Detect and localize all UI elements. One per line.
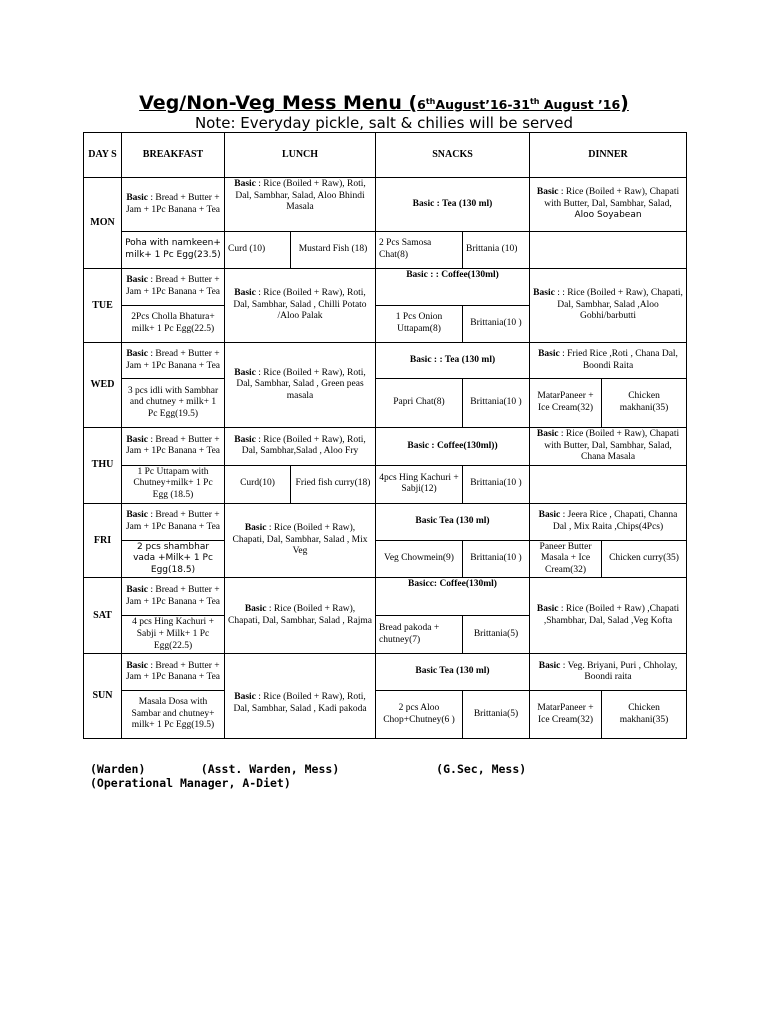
lunch-nonveg: Fried fish curry(18): [291, 465, 376, 503]
snacks-other: Brittania(10 ): [463, 306, 530, 343]
dinner-special: [530, 465, 687, 503]
table-row: [84, 379, 687, 428]
dinner-basic: Basic : Rice (Boiled + Raw) ,Chapati ,Shambhar, Dal, Salad ,Veg Kofta: [530, 578, 687, 654]
signature-line-1: (Warden) (Asst. Warden, Mess) (G.Sec, Mess): [90, 762, 527, 776]
snacks-other: Brittania(10 ): [463, 465, 530, 503]
header-row: [84, 133, 687, 178]
dinner-basic: Basic : Veg. Briyani, Puri , Chholay, Boondi raita: [530, 654, 687, 691]
signature-line-2: (Operational Manager, A-Diet): [90, 776, 291, 790]
snacks-basic: Basicc: Coffee(130ml): [376, 578, 530, 616]
lunch-basic: Basic : Rice (Boiled + Raw), Chapati, Dal, Sambhar, Salad , Mix Veg: [225, 503, 376, 578]
snacks-basic: Basic : : Coffee(130ml): [376, 269, 530, 306]
snacks-veg: Veg Chowmein(9): [376, 540, 463, 578]
table-row: [84, 465, 687, 503]
table-row: [84, 540, 687, 578]
day-cell: SAT: [84, 578, 122, 654]
day-cell: WED: [84, 343, 122, 428]
table-row: [84, 503, 687, 540]
lunch-basic: Basic : Rice (Boiled + Raw), Roti, Dal, Sambhar, Salad , Chilli Potato /Aloo Palak: [225, 269, 376, 343]
snacks-veg: 4pcs Hing Kachuri + Sabji(12): [376, 465, 463, 503]
day-cell: SUN: [84, 654, 122, 739]
dinner-veg: MatarPaneer + Ice Cream(32): [530, 379, 602, 428]
dinner-veg: MatarPaneer + Ice Cream(32): [530, 691, 602, 739]
snacks-other: Brittania(10 ): [463, 540, 530, 578]
breakfast-basic: Basic : Bread + Butter + Jam + 1Pc Banana + Tea: [122, 654, 225, 691]
breakfast-special: 3 pcs idli with Sambhar and chutney + milk+ 1 Pc Egg(19.5): [122, 379, 225, 428]
breakfast-basic: Basic : Bread + Butter + Jam + 1Pc Banana + Tea: [122, 343, 225, 379]
breakfast-special: 2Pcs Cholla Bhatura+ milk+ 1 Pc Egg(22.5): [122, 306, 225, 343]
breakfast-special: Masala Dosa with Sambar and chutney+ milk+ 1 Pc Egg(19.5): [122, 691, 225, 739]
snacks-other: Brittania (10): [463, 232, 530, 269]
day-cell: THU: [84, 428, 122, 504]
snacks-veg: Papri Chat(8): [376, 379, 463, 428]
breakfast-basic: Basic : Bread + Butter + Jam + 1Pc Banana + Tea: [122, 269, 225, 306]
dinner-nonveg: Chicken makhani(35): [602, 379, 687, 428]
dinner-veg: Paneer Butter Masala + Ice Cream(32): [530, 540, 602, 578]
table-row: [84, 178, 687, 232]
breakfast-basic: Basic : Bread + Butter + Jam + 1Pc Banana + Tea: [122, 578, 225, 616]
header-lunch: LUNCH: [225, 133, 376, 178]
lunch-basic: Basic : Rice (Boiled + Raw), Roti, Dal, Sambhar,Salad , Aloo Fry: [225, 428, 376, 466]
note-text: Note: Everyday pickle, salt & chilies will be served: [194, 114, 574, 132]
snacks-basic: Basic : : Tea (130 ml): [376, 343, 530, 379]
table-row: [84, 691, 687, 739]
dinner-basic: Basic : : Rice (Boiled + Raw), Chapati, Dal, Sambhar, Salad ,Aloo Gobhi/barbutti: [530, 269, 687, 343]
snacks-veg: Bread pakoda + chutney(7): [376, 616, 463, 654]
day-cell: TUE: [84, 269, 122, 343]
title-text: Veg/Non-Veg Mess Menu (: [139, 92, 418, 114]
snacks-basic: Basic Tea (130 ml): [376, 654, 530, 691]
table-row: [84, 232, 687, 269]
table-row: [84, 654, 687, 691]
table-row: [84, 269, 687, 306]
snacks-other: Brittania(5): [463, 691, 530, 739]
lunch-basic: Basic : Rice (Boiled + Raw), Roti, Dal, Sambhar, Salad , Green peas masala: [225, 343, 376, 428]
dinner-basic: Basic : Rice (Boiled + Raw), Chapati with Butter, Dal, Sambhar, Salad, Aloo Soyabean: [530, 178, 687, 232]
lunch-basic: Basic : Rice (Boiled + Raw), Chapati, Dal, Sambhar, Salad , Rajma: [225, 578, 376, 654]
day-cell: MON: [84, 178, 122, 269]
lunch-basic: Basic : Rice (Boiled + Raw), Roti, Dal, Sambhar, Salad , Kadi pakoda: [225, 654, 376, 739]
snacks-veg: 1 Pcs Onion Uttapam(8): [376, 306, 463, 343]
breakfast-basic: Basic : Bread + Butter + Jam + 1Pc Banana + Tea: [122, 503, 225, 540]
breakfast-basic: Basic : Bread + Butter + Jam + 1Pc Banana + Tea: [122, 428, 225, 466]
day-cell: FRI: [84, 503, 122, 578]
snacks-veg: 2 Pcs Samosa Chat(8): [376, 232, 463, 269]
dinner-special: [530, 232, 687, 269]
lunch-nonveg: Mustard Fish (18): [291, 232, 376, 269]
table-row: [84, 428, 687, 466]
lunch-veg: Curd(10): [225, 465, 291, 503]
lunch-basic: Basic : Rice (Boiled + Raw), Roti, Dal, Sambhar, Salad, Aloo Bhindi Masala: [225, 178, 376, 232]
dinner-nonveg: Chicken curry(35): [602, 540, 687, 578]
snacks-basic: Basic : Tea (130 ml): [376, 178, 530, 232]
header-dinner: DINNER: [530, 133, 687, 178]
snacks-basic: Basic Tea (130 ml): [376, 503, 530, 540]
breakfast-special: Poha with namkeen+ milk+ 1 Pc Egg(23.5): [122, 232, 225, 269]
lunch-veg: Curd (10): [225, 232, 291, 269]
breakfast-special: 1 Pc Uttapam with Chutney+milk+ 1 Pc Egg (18.5): [122, 465, 225, 503]
snacks-other: Brittania(5): [463, 616, 530, 654]
dinner-basic: Basic : Rice (Boiled + Raw), Chapati with Butter, Dal, Sambhar, Salad, Chana Masala: [530, 428, 687, 466]
header-breakfast: BREAKFAST: [122, 133, 225, 178]
page-title: Veg/Non-Veg Mess Menu (6thAugust’16-31th August ’16): [139, 92, 629, 114]
header-snacks: SNACKS: [376, 133, 530, 178]
menu-table: [83, 132, 687, 739]
breakfast-basic: Basic : Bread + Butter + Jam + 1Pc Banana + Tea: [122, 178, 225, 232]
table-row: [84, 578, 687, 616]
snacks-veg: 2 pcs Aloo Chop+Chutney(6 ): [376, 691, 463, 739]
snacks-other: Brittania(10 ): [463, 379, 530, 428]
snacks-basic: Basic : Coffee(130ml)): [376, 428, 530, 466]
table-row: [84, 343, 687, 379]
dinner-basic: Basic : Jeera Rice , Chapati, Channa Dal , Mix Raita ,Chips(4Pcs): [530, 503, 687, 540]
dinner-basic: Basic : Fried Rice ,Roti , Chana Dal, Boondi Raita: [530, 343, 687, 379]
dinner-nonveg: Chicken makhani(35): [602, 691, 687, 739]
breakfast-special: 2 pcs shambhar vada +Milk+ 1 Pc Egg(18.5): [122, 540, 225, 578]
breakfast-special: 4 pcs Hing Kachuri + Sabji + Milk+ 1 Pc Egg(22.5): [122, 616, 225, 654]
header-days: DAY S: [84, 133, 122, 178]
